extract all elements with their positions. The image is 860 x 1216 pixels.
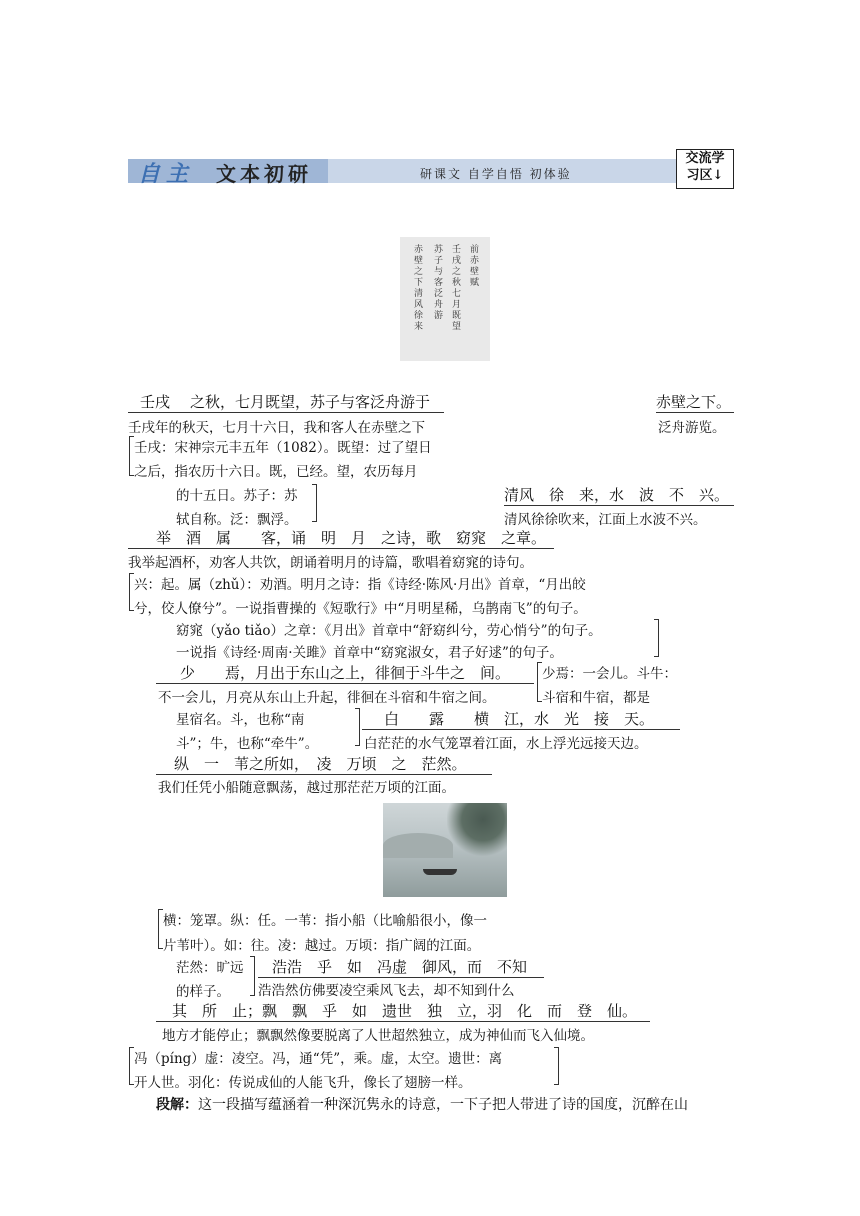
note: 壬戌：宋神宗元丰五年（1082）。既望：过了望日: [134, 440, 432, 456]
note: 横：笼罩。纵：任。一苇：指小船（比喻船很小，像一: [163, 913, 487, 929]
text-line: 少 焉，月出于东山之上，徘徊于斗牛之 间。: [156, 662, 534, 684]
translation: 白茫茫的水气笼罩着江面，水上浮光远接天边。: [364, 736, 648, 752]
text-line: 浩浩 乎 如 冯虚 御风，而 不知: [258, 956, 544, 978]
text-segment: 之秋，七月既望，苏子与客泛舟游于: [190, 393, 431, 411]
painting-boat: [423, 869, 457, 875]
note: 茫然：旷远: [176, 960, 244, 976]
banner-subtitle: 研课文 自学自悟 初体验: [420, 167, 572, 181]
calligraphy-image: [400, 237, 490, 361]
section-banner: [128, 147, 734, 187]
text-line: 赤壁之下。: [656, 391, 734, 413]
summary-text: 这一段描写蕴涵着一种深沉隽永的诗意，一下子把人带进了诗的国度，沉醉在山: [198, 1097, 688, 1113]
note: 之后，指农历十六日。既，已经。望，农历每月: [134, 464, 418, 480]
note: 斗”；牛，也称“牵牛”。: [176, 736, 319, 752]
banner-zizhu: 自主: [138, 161, 195, 187]
note: 轼自称。泛：飘浮。: [176, 512, 298, 528]
translation: 浩浩然仿佛要凌空乘风飞去，却不知到什么: [258, 983, 515, 999]
note: 兴：起。属（zhǔ）：劝酒。明月之诗：指《诗经·陈风·月出》首章，“月出皎: [134, 577, 586, 593]
text-line: 纵 一 苇之所如， 凌 万顷 之 茫然。: [156, 753, 492, 775]
note: 的十五日。苏子：苏: [176, 488, 298, 504]
text-line: 举 酒 属 客，诵 明 月 之诗，歌 窈窕 之章。: [128, 527, 554, 549]
painting-tree: [447, 803, 507, 858]
note-bracket: [250, 956, 255, 996]
calli-col: 前赤壁赋: [470, 245, 480, 288]
note: 兮，佼人僚兮”。一说指曹操的《短歌行》中“月明星稀，乌鹊南飞”的句子。: [134, 601, 587, 617]
note-bracket: [312, 484, 317, 522]
note: 星宿名。斗，也称“南: [176, 712, 305, 728]
note: 片苇叶）。如：往。凌：越过。万顷：指广阔的江面。: [163, 938, 481, 954]
translation: 清风徐徐吹来，江面上水波不兴。: [504, 512, 707, 528]
note-bracket: [654, 619, 659, 657]
key-word: 壬戌: [140, 393, 171, 411]
note: 开人世。羽化：传说成仙的人能飞升，像长了翅膀一样。: [134, 1075, 472, 1091]
translation: 不一会儿，月亮从东山上升起，徘徊在斗宿和牛宿之间。: [158, 690, 496, 706]
box-line2: 习区↓: [686, 168, 724, 183]
translation: 我们任凭小船随意飘荡，越过那茫茫万顷的江面。: [158, 780, 455, 796]
note: 窈窕（yǎo tiǎo）之章：《月出》首章中“舒窈纠兮，劳心悄兮”的句子。: [176, 623, 602, 639]
translation: 地方才能停止；飘飘然像要脱离了人世超然独立，成为神仙而飞入仙境。: [162, 1028, 594, 1044]
translation: 泛舟游览。: [658, 420, 726, 436]
note: 少焉：一会儿。斗牛：: [542, 666, 677, 682]
banner-title: 文本初研: [216, 162, 312, 186]
note: 的样子。: [176, 984, 230, 1000]
calli-col: 壬戌之秋七月既望: [452, 245, 462, 332]
painting-mountain: [383, 833, 453, 858]
box-line1: 交流学: [685, 151, 725, 166]
exchange-area-box[interactable]: [676, 149, 734, 189]
text-line: 白 露 横 江，水 光 接 天。: [362, 708, 680, 730]
calli-col: 苏子与客泛舟游: [434, 245, 444, 321]
text-line: [128, 391, 444, 413]
translation: 壬戌年的秋天，七月十六日，我和客人在赤壁之下: [128, 420, 425, 436]
note: 冯（píng）虚：凌空。冯，通“凭”，乘。虚，太空。遗世：离: [134, 1051, 503, 1067]
text-line: 其 所 止；飘 飘 乎 如 遗世 独 立，羽 化 而 登 仙。: [156, 1000, 650, 1022]
summary-label: 段解：: [156, 1097, 198, 1113]
translation: 我举起酒杯，劝客人共饮，朗诵着明月的诗篇，歌唱着窈窕的诗句。: [128, 555, 533, 571]
note: 一说指《诗经·周南·关雎》首章中“窈窕淑女，君子好逑”的句子。: [176, 645, 563, 661]
note-bracket: [554, 1047, 559, 1085]
paragraph-summary: [156, 1094, 688, 1114]
text-line: 清风 徐 来，水 波 不 兴。: [504, 484, 734, 506]
calli-col: 赤壁之下清风徐来: [414, 245, 424, 332]
landscape-painting-image: [383, 803, 507, 897]
note: 斗宿和牛宿，都是: [542, 690, 650, 706]
note-bracket: [355, 708, 360, 746]
